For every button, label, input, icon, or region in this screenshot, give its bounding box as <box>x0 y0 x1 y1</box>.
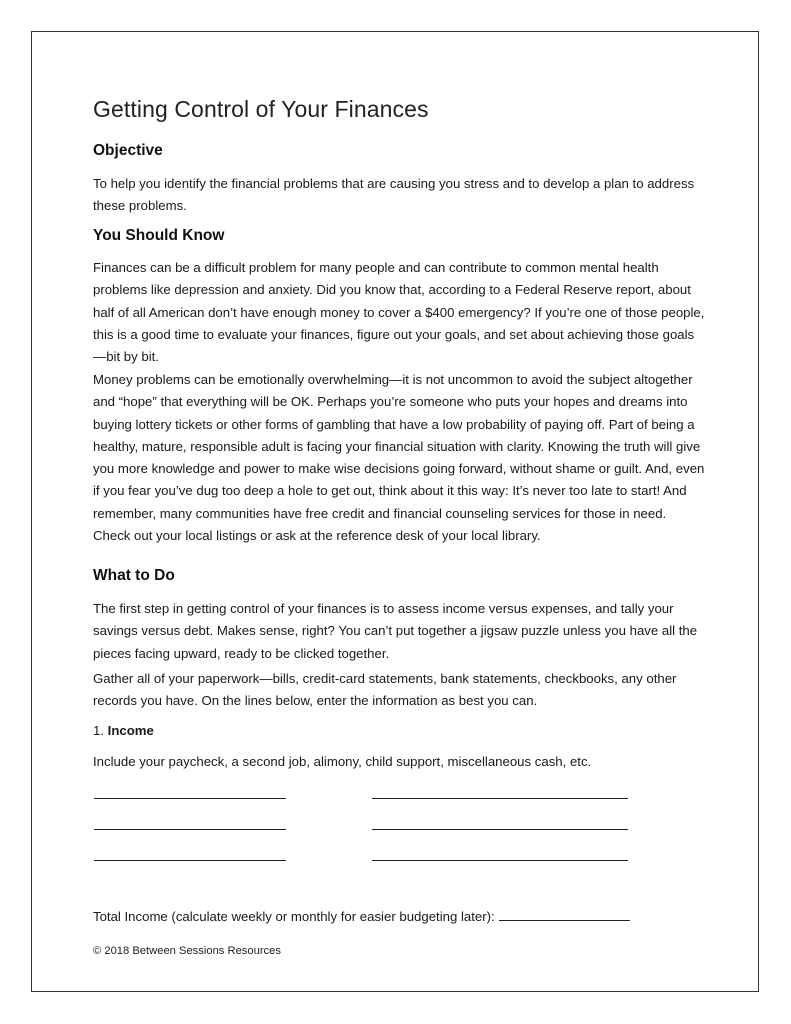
income-line-left-2[interactable] <box>94 829 286 830</box>
income-line-right-1[interactable] <box>372 798 628 799</box>
copyright-footer: © 2018 Between Sessions Resources <box>93 945 281 957</box>
objective-heading: Objective <box>93 142 163 159</box>
income-line-left-1[interactable] <box>94 798 286 799</box>
what-to-do-heading: What to Do <box>93 567 175 584</box>
income-line-left-3[interactable] <box>94 860 286 861</box>
page-title: Getting Control of Your Finances <box>93 96 429 122</box>
total-income-label: Total Income (calculate weekly or monthly for easier budgeting later): <box>93 909 495 924</box>
income-instruction: Include your paycheck, a second job, alimony, child support, miscellaneous cash, etc. <box>93 754 592 769</box>
total-income-row <box>93 907 630 924</box>
know-paragraph-1: Finances can be a difficult problem for many people and can contribute to common mental health problems like depression and anxiety. Did you know that, according to a Federal Reserve report, about half of all American don’t have enough money to cover a $400 emergency? If you’re one of those people, this is a good time to evaluate your finances, figure out your goals, and set about achieving those goals—bit by bit. <box>93 260 705 365</box>
you-should-know-heading: You Should Know <box>93 227 225 244</box>
todo-paragraph-1: The first step in getting control of your finances is to assess income versus expenses, and tally your savings versus debt. Makes sense, right? You can’t put together a jigsaw puzzle unless you have all the pieces facing upward, ready to be clicked together. <box>93 601 698 661</box>
income-line-right-2[interactable] <box>372 829 628 830</box>
income-step-number: 1. <box>93 723 104 738</box>
income-step-label: Income <box>107 723 154 738</box>
total-income-blank[interactable] <box>499 907 630 921</box>
know-paragraph-2: Money problems can be emotionally overwhelming—it is not uncommon to avoid the subject altogether and “hope” that everything will be OK. Perhaps you’re someone who puts your hopes and dreams into buying lottery tickets or other forms of gambling that have a low probability of paying off. Part of being a healthy, mature, responsible adult is facing your financial situation with clarity. Knowing the truth will give you more knowledge and power to make wise decisions going forward, without shame or guilt. And, even if you fear you’ve dug too deep a hole to get out, think about it this way: It’s never too late to start! And remember, many communities have free credit and financial counseling services for those in need. Check out your local listings or ask at the reference desk of your local library. <box>93 372 705 544</box>
objective-text: To help you identify the financial problems that are causing you stress and to develop a plan to address these problems. <box>93 176 695 214</box>
income-step-heading <box>93 723 154 738</box>
todo-paragraph-2: Gather all of your paperwork—bills, credit-card statements, bank statements, checkbooks, any other records you have. On the lines below, enter the information as best you can. <box>93 671 677 709</box>
income-line-right-3[interactable] <box>372 860 628 861</box>
